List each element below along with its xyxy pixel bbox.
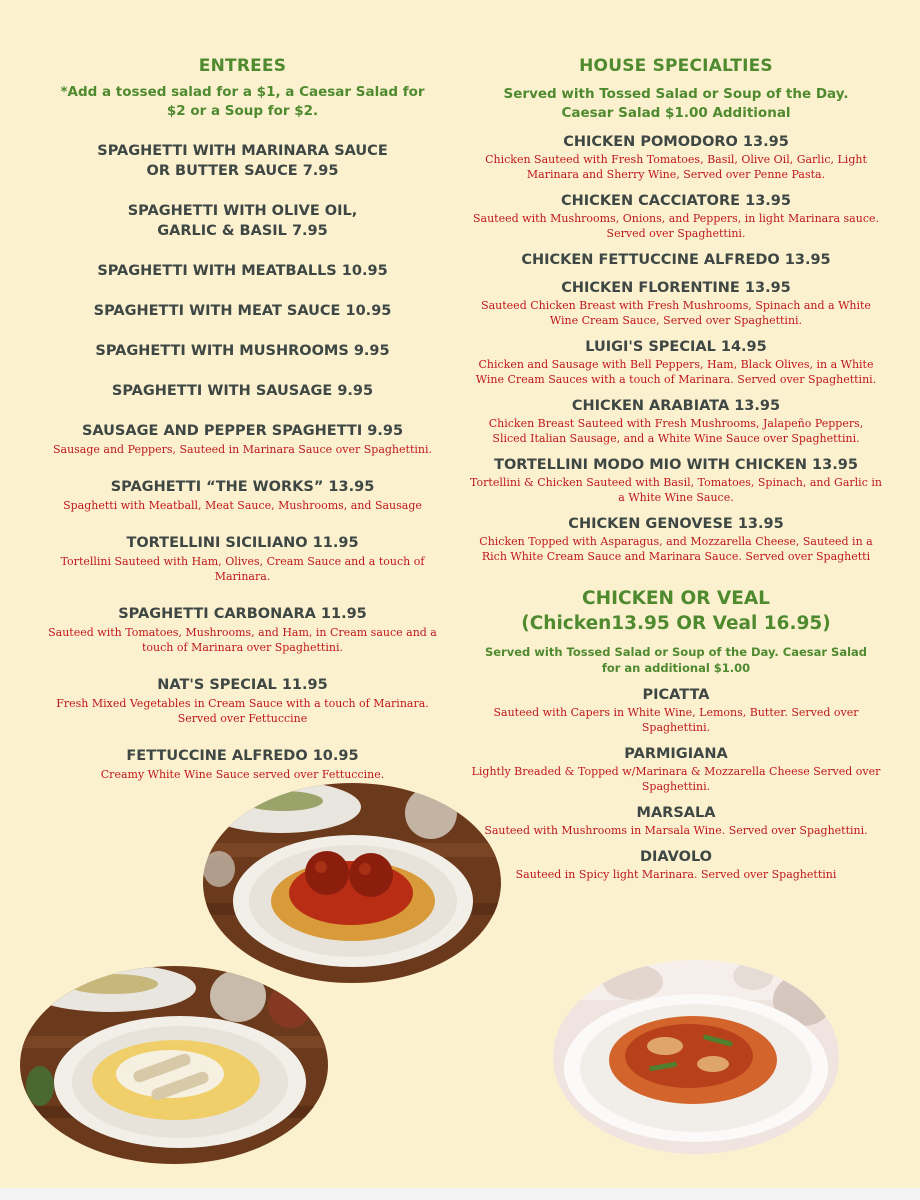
chicken-veal-item <box>470 848 882 882</box>
house-specialty-item-name: LUIGI'S SPECIAL 14.95 <box>585 339 767 355</box>
entree-item-name: SPAGHETTI WITH OLIVE OIL, GARLIC & BASIL 7.95 <box>127 203 358 239</box>
house-specialties-note-line2: Caesar Salad $1.00 Additional <box>561 105 791 121</box>
chicken-veal-item <box>470 804 882 838</box>
entree-item-name: FETTUCCINE ALFREDO 10.95 <box>126 748 359 764</box>
entree-item-name: SPAGHETTI WITH SAUSAGE 9.95 <box>111 383 374 399</box>
entrees-list <box>40 141 445 782</box>
entree-item <box>40 341 445 361</box>
entrees-heading: ENTREES <box>198 56 287 76</box>
house-specialty-item <box>470 515 882 564</box>
entree-item <box>40 201 445 241</box>
chicken-veal-item <box>470 745 882 794</box>
entree-item-description: Tortellini Sauteed with Ham, Olives, Cream Sauce and a touch of Marinara. <box>60 555 425 583</box>
house-specialty-item-description: Tortellini & Chicken Sauteed with Basil, Tomatoes, Spinach, and Garlic in a White Wine Sauce. <box>470 476 882 504</box>
house-specialty-item-name: CHICKEN GENOVESE 13.95 <box>568 516 784 532</box>
house-specialties-list <box>470 133 882 564</box>
chicken-veal-item-description: Sauteed with Mushrooms in Marsala Wine. Served over Spaghettini. <box>484 824 868 837</box>
house-specialty-item-name: CHICKEN FLORENTINE 13.95 <box>561 280 791 296</box>
entree-item <box>40 604 445 655</box>
entree-item <box>40 261 445 281</box>
entree-item-description: Spaghetti with Meatball, Meat Sauce, Mushrooms, and Sausage <box>63 499 422 512</box>
house-specialty-item <box>470 338 882 387</box>
chicken-veal-item-description: Sauteed in Spicy light Marinara. Served over Spaghettini <box>515 868 837 881</box>
house-specialty-item-description: Chicken Topped with Asparagus, and Mozzarella Cheese, Sauteed in a Rich White Cream Sauce and Marinara Sauce. Served over Spaghetti <box>479 535 873 563</box>
house-specialty-item <box>470 456 882 505</box>
chicken-veal-item-name: PARMIGIANA <box>624 746 728 762</box>
house-specialty-item <box>470 192 882 241</box>
house-specialty-item-description: Chicken and Sausage with Bell Peppers, Ham, Black Olives, in a White Wine Cream Sauces with a touch of Marinara. Served over Spaghettini. <box>475 358 877 386</box>
entree-item <box>40 141 445 181</box>
entree-item-name: NAT'S SPECIAL 11.95 <box>157 677 328 693</box>
entree-item <box>40 533 445 584</box>
entree-item-name: SPAGHETTI “THE WORKS” 13.95 <box>110 479 375 495</box>
entrees-section <box>40 56 445 782</box>
chicken-veal-item-description: Lightly Breaded & Topped w/Marinara & Mozzarella Cheese Served over Spaghettini. <box>471 765 881 793</box>
house-specialty-item-description: Sauteed Chicken Breast with Fresh Mushrooms, Spinach and a White Wine Cream Sauce, Served over Spaghettini. <box>481 299 871 327</box>
entree-item-name: SPAGHETTI WITH MEAT SAUCE 10.95 <box>93 303 392 319</box>
entree-item-name: TORTELLINI SICILIANO 11.95 <box>126 535 359 551</box>
entree-item <box>40 675 445 726</box>
entree-item <box>40 421 445 457</box>
entree-item-name: SPAGHETTI WITH MEATBALLS 10.95 <box>97 263 388 279</box>
house-specialty-item-description: Sauteed with Mushrooms, Onions, and Peppers, in light Marinara sauce. Served over Spaghettini. <box>473 212 879 240</box>
house-specialties-section <box>470 56 882 882</box>
entree-item-description: Sauteed with Tomatoes, Mushrooms, and Ham, in Cream sauce and a touch of Marinara over Spaghettini. <box>48 626 437 654</box>
house-specialty-item-description: Chicken Breast Sauteed with Fresh Mushrooms, Jalapeño Peppers, Sliced Italian Sausage, and a White Wine Sauce over Spaghettini. <box>488 417 864 445</box>
chicken-veal-section <box>470 586 882 882</box>
entree-item <box>40 381 445 401</box>
entree-item-description: Creamy White Wine Sauce served over Fettuccine. <box>100 768 385 781</box>
house-specialty-item-description: Chicken Sauteed with Fresh Tomatoes, Basil, Olive Oil, Garlic, Light Marinara and Sherry Wine, Served over Penne Pasta. <box>485 153 867 181</box>
chicken-veal-item-description: Sauteed with Capers in White Wine, Lemons, Butter. Served over Spaghettini. <box>493 706 859 734</box>
chicken-veal-item <box>470 686 882 735</box>
entree-item-name: SAUSAGE AND PEPPER SPAGHETTI 9.95 <box>81 423 404 439</box>
entree-item-name: SPAGHETTI CARBONARA 11.95 <box>118 606 367 622</box>
house-specialties-heading: HOUSE SPECIALTIES <box>579 56 773 76</box>
house-specialty-item-name: TORTELLINI MODO MIO WITH CHICKEN 13.95 <box>494 457 858 473</box>
chicken-veal-item-name: PICATTA <box>642 687 710 703</box>
entrees-note: *Add a tossed salad for a $1, a Caesar Salad for $2 or a Soup for $2. <box>60 84 425 119</box>
entree-item-description: Fresh Mixed Vegetables in Cream Sauce with a touch of Marinara. Served over Fettuccine <box>56 697 429 725</box>
chicken-veal-item-name: MARSALA <box>636 805 716 821</box>
house-specialties-note-line1: Served with Tossed Salad or Soup of the Day. <box>503 86 849 102</box>
house-specialties-note <box>470 85 882 123</box>
chicken-veal-item-name: DIAVOLO <box>639 849 712 865</box>
house-specialty-item <box>470 397 882 446</box>
entree-item-name: SPAGHETTI WITH MUSHROOMS 9.95 <box>95 343 390 359</box>
bottom-strip <box>0 1188 920 1200</box>
house-specialty-item-name: CHICKEN POMODORO 13.95 <box>563 134 789 150</box>
chicken-genovese-photo <box>553 960 839 1154</box>
fettuccine-alfredo-photo <box>20 966 328 1164</box>
chicken-veal-list <box>470 686 882 882</box>
entree-item-description: Sausage and Peppers, Sauteed in Marinara Sauce over Spaghettini. <box>52 443 432 456</box>
house-specialty-item-name: CHICKEN FETTUCCINE ALFREDO 13.95 <box>521 252 831 268</box>
house-specialty-item <box>470 133 882 182</box>
house-specialty-item-name: CHICKEN CACCIATORE 13.95 <box>561 193 791 209</box>
house-specialty-item <box>470 251 882 269</box>
entree-item <box>40 477 445 513</box>
entree-item-name: SPAGHETTI WITH MARINARA SAUCE OR BUTTER SAUCE 7.95 <box>97 143 388 179</box>
spaghetti-meatballs-photo <box>203 783 501 983</box>
chicken-veal-heading: CHICKEN OR VEAL (Chicken13.95 OR Veal 16.95) <box>521 588 831 634</box>
house-specialty-item-name: CHICKEN ARABIATA 13.95 <box>571 398 781 414</box>
chicken-veal-note: Served with Tossed Salad or Soup of the Day. Caesar Salad for an additional $1.00 <box>484 645 868 675</box>
entree-item <box>40 301 445 321</box>
entree-item <box>40 746 445 782</box>
house-specialty-item <box>470 279 882 328</box>
